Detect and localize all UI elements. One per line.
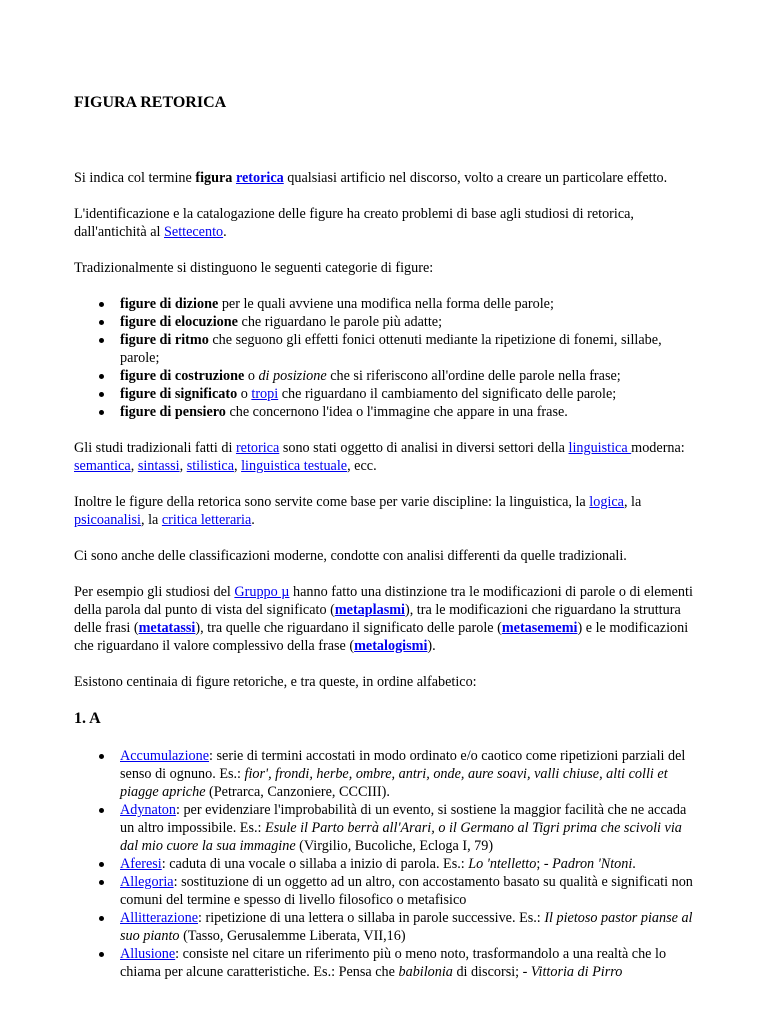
link-metasememi[interactable]: metasememi — [501, 620, 578, 636]
section-heading: 1. A — [74, 710, 101, 727]
list-item — [120, 747, 696, 801]
link-linguistica-testuale[interactable]: linguistica testuale — [241, 458, 348, 474]
list-item — [120, 385, 696, 403]
text: che si riferiscono all'ordine delle parole nella frase; — [326, 368, 621, 384]
list-item — [120, 367, 696, 385]
list-item — [120, 295, 696, 313]
link-sintassi[interactable]: sintassi — [137, 458, 180, 474]
example-text: Il pietoso pastor pianse al suo pianto — [120, 910, 693, 944]
example-text: babilonia — [398, 964, 453, 980]
link-allitterazione[interactable]: Allitterazione — [120, 910, 198, 926]
paragraph-modern: Ci sono anche delle classificazioni moderne, condotte con analisi differenti da quelle tradizionali. — [74, 548, 627, 564]
category-term: figure di ritmo — [120, 332, 209, 348]
text: , — [234, 458, 242, 474]
text: , — [130, 458, 138, 474]
document-body — [74, 169, 696, 999]
paragraph-studies — [74, 439, 696, 475]
text: : consiste nel citare un riferimento più o meno noto, trasformandolo a una realtà che lo chiama per alcune caratteristiche. Es.: Pensa che — [120, 946, 667, 980]
text: moderna: — [631, 440, 685, 456]
text: : per evidenziare l'improbabilità di un evento, si sostiene la maggior facilità che ne accada un altro impossibile. Es.: — [120, 802, 687, 836]
link-accumulazione[interactable]: Accumulazione — [120, 748, 210, 764]
link-allegoria[interactable]: Allegoria — [120, 874, 174, 890]
text: (Tasso, Gerusalemme Liberata, VII,16) — [179, 928, 406, 944]
categories-list — [74, 295, 696, 421]
text: Si indica col termine — [74, 170, 196, 186]
text: hanno fatto una distinzione tra le modificazioni di parole o di elementi della parola dal punto di vista del significato ( — [74, 584, 693, 618]
link-retorica[interactable]: retorica — [235, 170, 284, 186]
page-title: FIGURA RETORICA — [74, 94, 227, 111]
link-critica-letteraria[interactable]: critica letteraria — [161, 512, 252, 528]
link-psicoanalisi[interactable]: psicoanalisi — [74, 512, 141, 528]
italic-term: di posizione — [258, 368, 327, 384]
text: o — [244, 368, 259, 384]
text: : sostituzione di un oggetto ad un altro, con accostamento basato su qualità e significati non comuni del termine e spesso di livello filosofico o metafisico — [120, 874, 693, 908]
text: ; - — [536, 856, 553, 872]
text: . — [223, 224, 227, 240]
list-item — [120, 909, 696, 945]
example-text: Padron 'Ntoni — [552, 856, 633, 872]
example-text: Esule il Parto berrà all'Arari, o il Germano al Tigri prima che scivoli via dal mio cuore la sua immagine — [120, 820, 682, 854]
category-term: figure di elocuzione — [120, 314, 238, 330]
paragraph-alphabetic-intro: Esistono centinaia di figure retoriche, e tra queste, in ordine alfabetico: — [74, 674, 477, 690]
paragraph-intro — [74, 169, 696, 187]
example-text: Vittoria di Pirro — [530, 964, 623, 980]
list-item — [120, 331, 696, 367]
link-metalogismi[interactable]: metalogismi — [354, 638, 428, 654]
link-retorica[interactable]: retorica — [235, 440, 280, 456]
list-item — [120, 855, 696, 873]
link-stilistica[interactable]: stilistica — [186, 458, 234, 474]
text: (Virgilio, Bucoliche, Ecloga I, 79) — [295, 838, 494, 854]
link-allusione[interactable]: Allusione — [120, 946, 176, 962]
text: Per esempio gli studiosi del — [74, 584, 235, 600]
example-text: fior', frondi, herbe, ombre, antri, onde, aure soavi, valli chiuse, alti colli et piagge apriche — [120, 766, 668, 800]
text: di discorsi; - — [452, 964, 531, 980]
text: , ecc. — [347, 458, 377, 474]
category-term: figure di costruzione — [120, 368, 245, 384]
text: qualsiasi artificio nel discorso, volto a creare un particolare effetto. — [283, 170, 668, 186]
link-logica[interactable]: logica — [589, 494, 624, 510]
link-linguistica[interactable]: linguistica — [568, 440, 632, 456]
paragraph-catalog — [74, 205, 696, 241]
link-aferesi[interactable]: Aferesi — [120, 856, 162, 872]
paragraph-gruppo-mu — [74, 583, 696, 655]
text: sono stati oggetto di analisi in diversi settori della — [279, 440, 569, 456]
bold-term: figura — [195, 170, 233, 186]
link-adynaton[interactable]: Adynaton — [120, 802, 176, 818]
text: : serie di termini accostati in modo ordinato e/o caotico come ripetizioni parziali del senso di ognuno. Es.: — [120, 748, 686, 782]
paragraph-disciplines — [74, 493, 696, 529]
category-term: figure di dizione — [120, 296, 219, 312]
link-semantica[interactable]: semantica — [74, 458, 131, 474]
figures-list — [74, 747, 696, 981]
example-text: Lo 'ntelletto — [468, 856, 537, 872]
link-metaplasmi[interactable]: metaplasmi — [334, 602, 405, 618]
text: che concernono l'idea o l'immagine che appare in una frase. — [225, 404, 568, 420]
paragraph-categories-intro: Tradizionalmente si distinguono le seguenti categorie di figure: — [74, 260, 434, 276]
category-term: figure di significato — [120, 386, 238, 402]
link-tropi[interactable]: tropi — [251, 386, 279, 402]
list-item — [120, 313, 696, 331]
list-item — [120, 403, 696, 421]
list-item — [120, 801, 696, 855]
text: che riguardano le parole più adatte; — [237, 314, 443, 330]
text: ) e le modificazioni che riguardano il valore complessivo della frase ( — [74, 620, 689, 654]
text: , la — [140, 512, 162, 528]
list-item — [120, 945, 696, 981]
text: ). — [427, 638, 436, 654]
text: , — [179, 458, 187, 474]
text: . — [632, 856, 636, 872]
category-term: figure di pensiero — [120, 404, 226, 420]
text: o — [237, 386, 252, 402]
list-item — [120, 873, 696, 909]
link-gruppo-mu[interactable]: Gruppo µ — [234, 584, 290, 600]
text: (Petrarca, Canzoniere, CCCIII). — [205, 784, 390, 800]
text: ), tra quelle che riguardano il significato delle parole ( — [195, 620, 502, 636]
text: ), tra le modificazioni che riguardano la struttura delle frasi ( — [74, 602, 681, 636]
text: , la — [623, 494, 642, 510]
text: Inoltre le figure della retorica sono servite come base per varie discipline: la linguistica, la — [74, 494, 590, 510]
text: che riguardano il cambiamento del significato delle parole; — [278, 386, 617, 402]
text: : caduta di una vocale o sillaba a inizio di parola. Es.: — [161, 856, 469, 872]
text: : ripetizione di una lettera o sillaba in parole successive. Es.: — [198, 910, 545, 926]
text: Gli studi tradizionali fatti di — [74, 440, 236, 456]
link-metatassi[interactable]: metatassi — [138, 620, 196, 636]
text: L'identificazione e la catalogazione delle figure ha creato problemi di base agli studiosi di retorica, dall'antichità al — [74, 206, 634, 240]
link-settecento[interactable]: Settecento — [164, 224, 224, 240]
text: per le quali avviene una modifica nella forma delle parole; — [218, 296, 554, 312]
text: che seguono gli effetti fonici ottenuti mediante la ripetizione di fonemi, sillabe, parole; — [120, 332, 662, 366]
text: . — [251, 512, 255, 528]
